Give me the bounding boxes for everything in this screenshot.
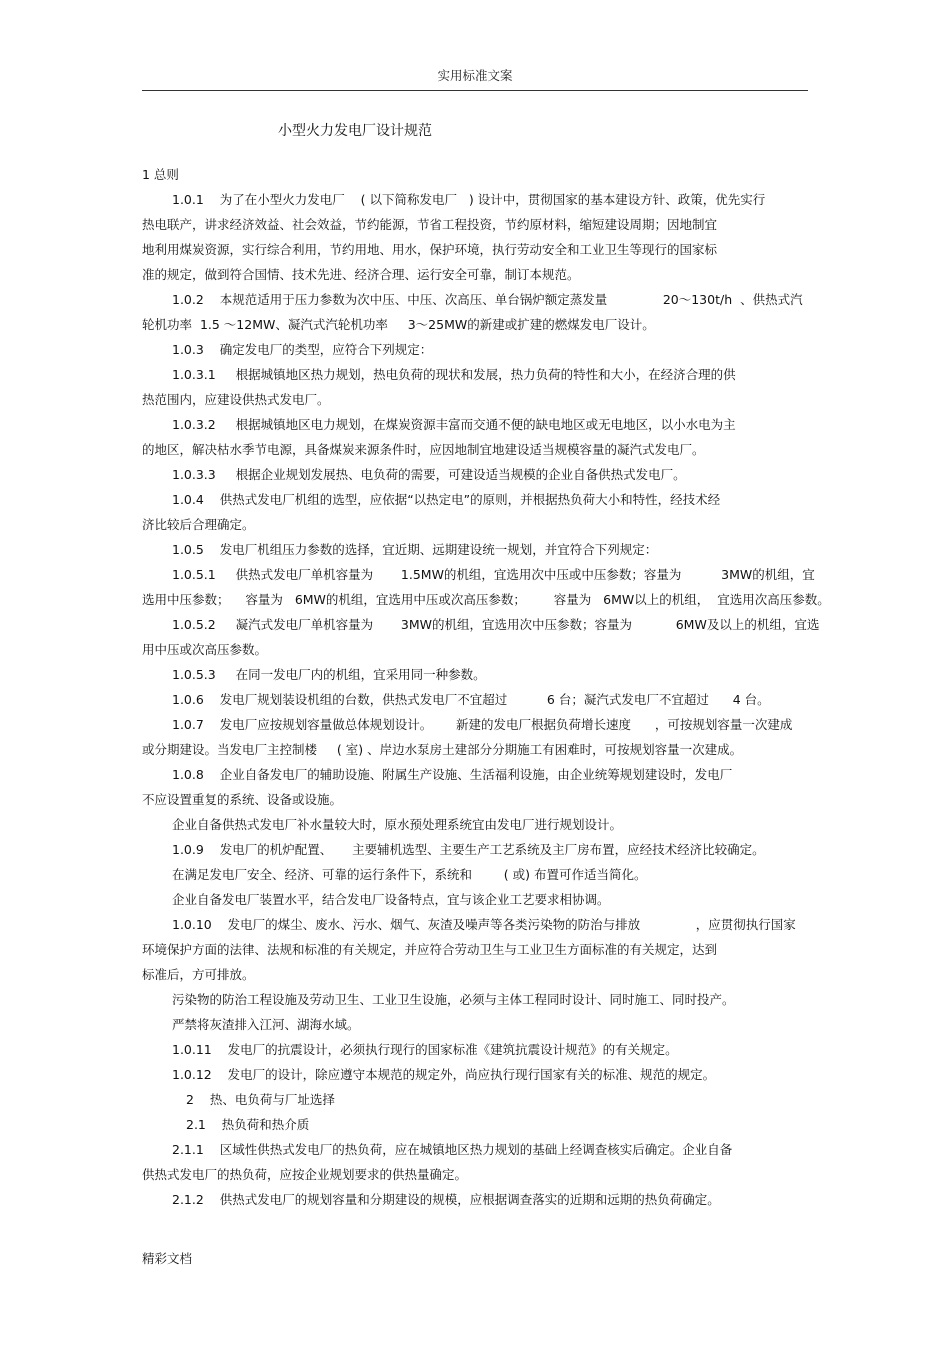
text-line: 1.0.7 发电厂应按规划容量做总体规划设计。 新建的发电厂根据负荷增长速度 ，可按规划容量一次建成 — [172, 717, 793, 732]
text-line: 企业自备发电厂装置水平，结合发电厂设备特点，宜与该企业工艺要求相协调。 — [172, 892, 610, 907]
text-line: 1.0.5 发电厂机组压力参数的选择，宜近期、远期建设统一规划，并宜符合下列规定： — [172, 542, 658, 557]
text-line: 1.0.6 发电厂规划装设机组的台数，供热式发电厂不宜超过 6 台；凝汽式发电厂不宜超过 4 台。 — [172, 692, 770, 707]
text-line: 供热式发电厂的热负荷，应按企业规划要求的供热量确定。 — [142, 1167, 468, 1182]
text-line: 1.0.3.2 根据城镇地区电力规划，在煤炭资源丰富而交通不便的缺电地区或无电地区，以小水电为主 — [172, 417, 736, 432]
text-line: 1 总则 — [142, 167, 179, 182]
text-line: 地利用煤炭资源，实行综合利用，节约用地、用水，保护环境，执行劳动安全和工业卫生等现行的国家标 — [142, 242, 718, 257]
text-line: 热范围内，应建设供热式发电厂。 — [142, 392, 330, 407]
text-line: 轮机功率 1.5 ～12MW、凝汽式汽轮机功率 3～25MW的新建或扩建的燃煤发电厂设计。 — [142, 317, 655, 332]
text-line: 1.0.1 为了在小型火力发电厂 ( 以下简称发电厂 ) 设计中，贯彻国家的基本建设方针、政策，优先实行 — [172, 192, 766, 207]
text-line: 热电联产，讲求经济效益、社会效益，节约能源，节省工程投资，节约原材料，缩短建设周期；因地制宜 — [142, 217, 718, 232]
text-line: 1.0.3 确定发电厂的类型，应符合下列规定： — [172, 342, 433, 357]
text-line: 1.0.9 发电厂的机炉配置、 主要辅机选型、主要生产工艺系统及主厂房布置，应经技术经济比较确定。 — [172, 842, 765, 857]
text-line: 用中压或次高压参数。 — [142, 642, 268, 657]
section-heading: 2 热、电负荷与厂址选择 — [186, 1092, 335, 1107]
text-line: 企业自备供热式发电厂补水量较大时，原水预处理系统宜由发电厂进行规划设计。 — [172, 817, 623, 832]
text-line: 选用中压参数； 容量为 6MW的机组，宜选用中压或次高压参数； 容量为 6MW以上的机组， 宜选用次高压参数。 — [142, 592, 830, 607]
document-title: 小型火力发电厂设计规范 — [278, 123, 432, 139]
text-line: 标准后，方可排放。 — [142, 967, 255, 982]
text-line: 在满足发电厂安全、经济、可靠的运行条件下，系统和 ( 或) 布置可作适当简化。 — [172, 867, 647, 882]
text-line: 济比较后合理确定。 — [142, 517, 255, 532]
text-line: 1.0.12 发电厂的设计，除应遵守本规范的规定外，尚应执行现行国家有关的标准、规范的规定。 — [172, 1067, 716, 1082]
text-line: 1.0.11 发电厂的抗震设计，必须执行现行的国家标准《建筑抗震设计规范》的有关规定。 — [172, 1042, 678, 1057]
text-line: 2.1.1 区域性供热式发电厂的热负荷，应在城镇地区热力规划的基础上经调查核实后确定。企业自备 — [172, 1142, 733, 1157]
text-line: 1.0.8 企业自备发电厂的辅助设施、附属生产设施、生活福利设施，由企业统筹规划建设时，发电厂 — [172, 767, 733, 782]
text-line: 1.0.2 本规范适用于压力参数为次中压、中压、次高压、单台锅炉额定蒸发量 20～130t/h 、供热式汽 — [172, 292, 803, 307]
text-line: 不应设置重复的系统、设备或设施。 — [142, 792, 343, 807]
text-line: 1.0.5.3 在同一发电厂内的机组，宜采用同一种参数。 — [172, 667, 486, 682]
text-line: 污染物的防治工程设施及劳动卫生、工业卫生设施，必须与主体工程同时设计、同时施工、同时投产。 — [172, 992, 735, 1007]
text-line: 或分期建设。当发电厂主控制楼 ( 室) 、岸边水泵房土建部分分期施工有困难时，可按规划容量一次建成。 — [142, 742, 743, 757]
text-line: 2.1.2 供热式发电厂的规划容量和分期建设的规模，应根据调查落实的近期和远期的热负荷确定。 — [172, 1192, 720, 1207]
text-line: 1.0.5.2 凝汽式发电厂单机容量为 3MW的机组，宜选用次中压参数；容量为 6MW及以上的机组，宜选 — [172, 617, 820, 632]
page-header: 实用标准文案 — [437, 68, 513, 83]
text-line: 1.0.3.1 根据城镇地区热力规划，热电负荷的现状和发展，热力负荷的特性和大小，在经济合理的供 — [172, 367, 736, 382]
text-line: 1.0.3.3 根据企业规划发展热、电负荷的需要，可建设适当规模的企业自备供热式发电厂。 — [172, 467, 686, 482]
text-line: 1.0.10 发电厂的煤尘、废水、污水、烟气、灰渣及噪声等各类污染物的防治与排放 ，应贯彻执行国家 — [172, 917, 796, 932]
text-line: 的地区，解决枯水季节电源，具备煤炭来源条件时，应因地制宜地建设适当规模容量的凝汽式发电厂。 — [142, 442, 705, 457]
text-line: 准的规定，做到符合国情、技术先进、经济合理、运行安全可靠，制订本规范。 — [142, 267, 580, 282]
text-line: 1.0.5.1 供热式发电厂单机容量为 1.5MW的机组，宜选用次中压或中压参数；容量为 3MW的机组，宜 — [172, 567, 815, 582]
text-line: 严禁将灰渣排入江河、湖海水域。 — [172, 1017, 360, 1032]
text-line: 1.0.4 供热式发电厂机组的选型，应依据“以热定电”的原则，并根据热负荷大小和特性，经技术经 — [172, 492, 721, 507]
page-footer: 精彩文档 — [142, 1251, 193, 1266]
text-line: 环境保护方面的法律、法规和标准的有关规定，并应符合劳动卫生与工业卫生方面标准的有关规定，达到 — [142, 942, 718, 957]
header-rule — [142, 90, 808, 91]
subsection-heading: 2.1 热负荷和热介质 — [186, 1117, 310, 1132]
